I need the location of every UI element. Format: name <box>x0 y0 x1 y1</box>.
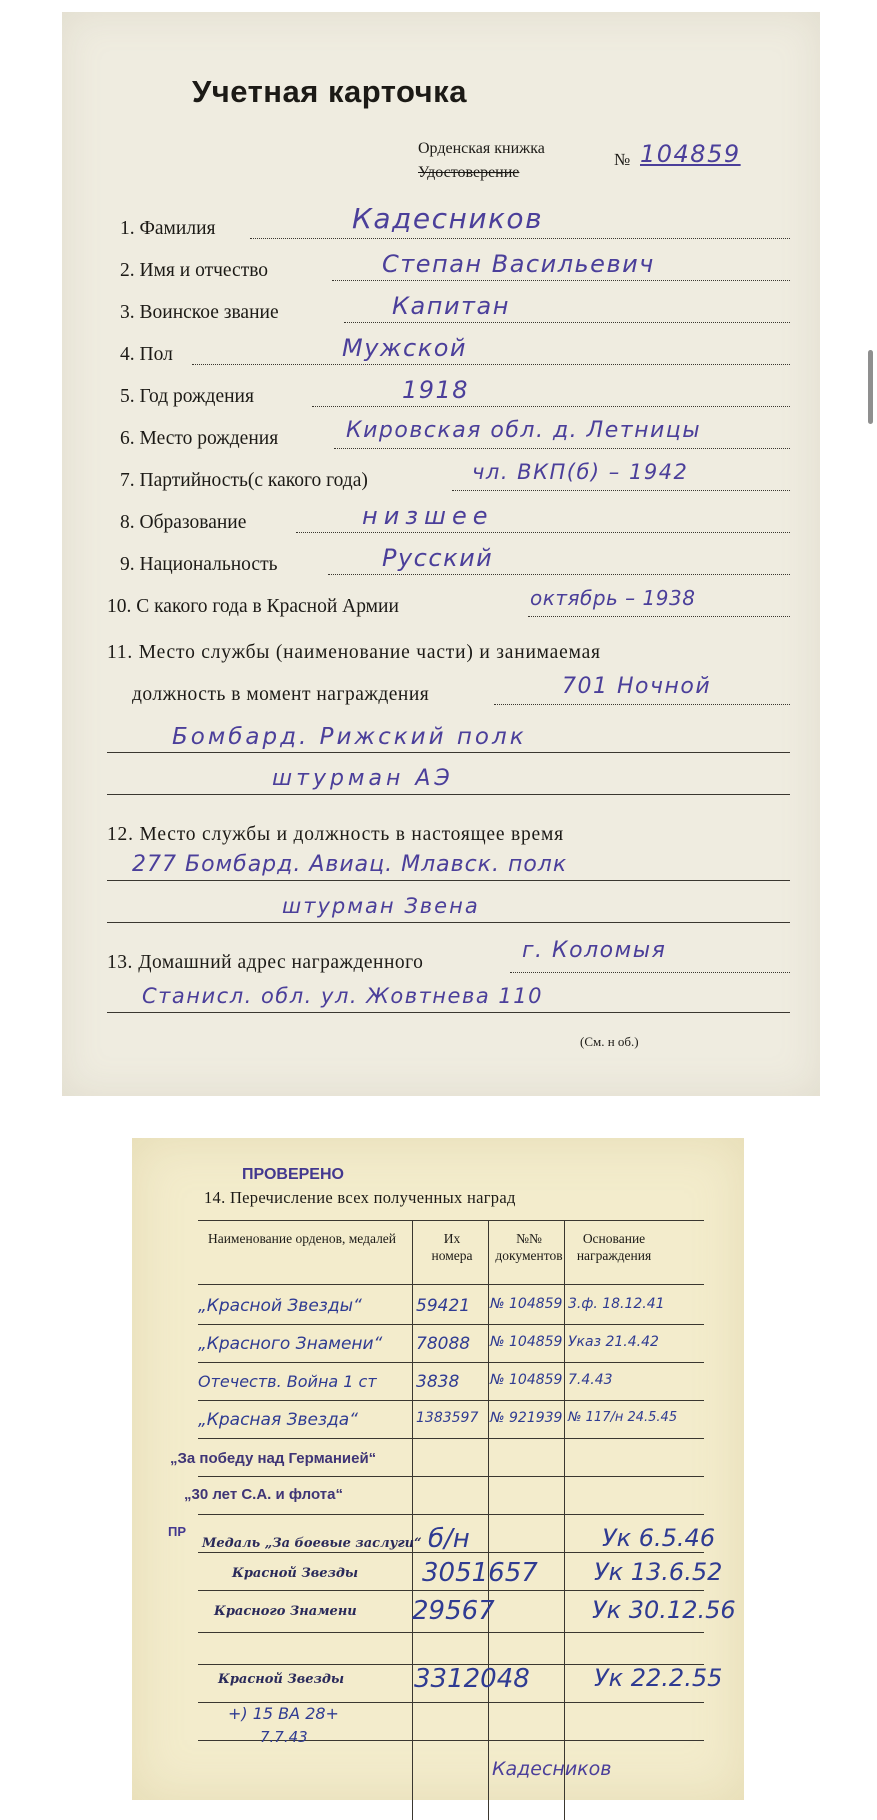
field-value-current-unit: 277 Бомбард. Авиац. Млавск. полк <box>132 852 568 877</box>
lower-row-1-name: Медаль „За боевые заслуги“ <box>202 1536 422 1551</box>
award-row-2-name: „Красного Знамени“ <box>198 1334 383 1354</box>
award-row-2-basis: Указ 21.4.42 <box>568 1334 659 1350</box>
field-value-sex: Мужской <box>342 334 468 362</box>
award-row-4-doc: № 921939 <box>490 1410 563 1426</box>
award-row-3-doc: № 104859 <box>490 1372 563 1388</box>
lower-row-4-basis: Ук 22.2.55 <box>594 1664 723 1692</box>
signature: Кадесников <box>492 1758 612 1780</box>
award-row-1-doc: № 104859 <box>490 1296 563 1312</box>
lower-row-2-number: 3051657 <box>422 1558 538 1588</box>
award-row-1-number: 59421 <box>416 1296 471 1316</box>
field-label-sex: 4. Пол <box>120 344 173 365</box>
award-row-3-number: 3838 <box>416 1372 460 1392</box>
field-value-unit-1: 701 Ночной <box>562 674 712 699</box>
lower-row-1-number: б/н <box>428 1524 470 1554</box>
field-label-surname: 1. Фамилия <box>120 218 216 239</box>
footnote-unit: +) 15 ВА 28+ <box>228 1704 339 1723</box>
award-row-3-basis: 7.4.43 <box>568 1372 613 1388</box>
lower-row-2-basis: Ук 13.6.52 <box>594 1558 723 1586</box>
field-value-address-1: г. Коломыя <box>522 938 667 963</box>
field-value-address-2: Станисл. обл. ул. Жовтнева 110 <box>142 984 543 1008</box>
checked-stamp: ПРОВЕРЕНО <box>242 1166 344 1183</box>
number-sign: № <box>614 150 631 169</box>
order-book-number: 104859 <box>640 140 741 168</box>
field-label-current-service: 12. Место службы и должность в настоящее время <box>107 824 564 845</box>
col-header-documents: №№ документов <box>495 1231 563 1263</box>
lower-row-1-basis: Ук 6.5.46 <box>602 1524 716 1552</box>
field-label-nationality: 9. Национальность <box>120 554 278 575</box>
award-row-3-name: Отечеств. Война 1 ст <box>198 1372 377 1391</box>
field-value-unit-2: Бомбард. Рижский полк <box>172 724 527 750</box>
record-card-back <box>132 1138 744 1800</box>
field-label-name: 2. Имя и отчество <box>120 260 269 281</box>
field-label-position-at-award: должность в момент награждения <box>132 684 430 705</box>
field-value-birth-year: 1918 <box>402 376 470 404</box>
award-row-4-basis: № 117/н 24.5.45 <box>568 1410 678 1425</box>
field-label-birth-year: 5. Год рождения <box>120 386 254 407</box>
field-value-party: чл. ВКП(б) – 1942 <box>472 460 689 484</box>
field-label-education: 8. Образование <box>120 512 247 533</box>
col-header-numbers: Их номера <box>431 1231 473 1263</box>
pr-stamp: ПР <box>168 1524 187 1539</box>
field-value-surname: Кадесников <box>352 202 544 235</box>
field-label-home-address: 13. Домашний адрес награжденного <box>107 952 424 973</box>
field-value-name: Степан Васильевич <box>382 250 655 278</box>
record-card-front <box>62 12 820 1096</box>
field-value-birthplace: Кировская обл. д. Летницы <box>346 418 702 443</box>
col-header-award-name: Наименование орденов, медалей <box>207 1231 397 1246</box>
field-label-army-year: 10. С какого года в Красной Армии <box>107 596 399 617</box>
field-value-army-year: октябрь – 1938 <box>530 586 696 610</box>
footnote-date: 7.7.43 <box>260 1728 308 1746</box>
card-title: Учетная карточка <box>192 74 467 109</box>
field-label-service-place: 11. Место службы (наименование части) и занимаемая <box>107 642 601 663</box>
lower-row-2-name: Красной Звезды <box>232 1566 359 1581</box>
award-row-1-name: „Красной Звезды“ <box>198 1296 362 1316</box>
field-label-birthplace: 6. Место рождения <box>120 428 279 449</box>
lower-row-4-name: Красной Звезды <box>218 1672 345 1687</box>
footer-note: (См. н об.) <box>580 1034 639 1049</box>
award-row-2-number: 78088 <box>416 1334 471 1354</box>
field-value-nationality: Русский <box>382 544 494 572</box>
certificate-label: Удостоверение <box>418 164 520 181</box>
col-header-basis: Основание награждения <box>576 1231 652 1263</box>
awards-section-title: 14. Перечисление всех полученных наград <box>204 1188 516 1207</box>
page-scrollbar[interactable] <box>868 350 873 424</box>
lower-row-3-basis: Ук 30.12.56 <box>592 1596 736 1624</box>
lower-row-4-number: 3312048 <box>414 1664 530 1694</box>
award-row-2-doc: № 104859 <box>490 1334 563 1350</box>
stamp-row-victory-medal: „За победу над Германией“ <box>170 1450 377 1467</box>
award-row-1-basis: 3.ф. 18.12.41 <box>568 1296 665 1312</box>
field-value-rank: Капитан <box>392 292 510 320</box>
order-book-label: Орденская книжка <box>418 140 545 157</box>
lower-row-3-number: 29567 <box>412 1596 495 1626</box>
award-row-4-number: 1383597 <box>416 1410 479 1426</box>
stamp-row-30-years-medal: „30 лет С.А. и флота“ <box>184 1486 343 1503</box>
field-value-education: низшее <box>362 502 494 530</box>
award-row-4-name: „Красная Звезда“ <box>198 1410 358 1430</box>
lower-row-3-name: Красного Знамени <box>214 1604 357 1619</box>
field-value-position: штурман АЭ <box>272 766 454 791</box>
field-label-rank: 3. Воинское звание <box>120 302 279 323</box>
field-value-current-position: штурман Звена <box>282 894 480 918</box>
field-label-party: 7. Партийность(с какого года) <box>120 470 368 491</box>
